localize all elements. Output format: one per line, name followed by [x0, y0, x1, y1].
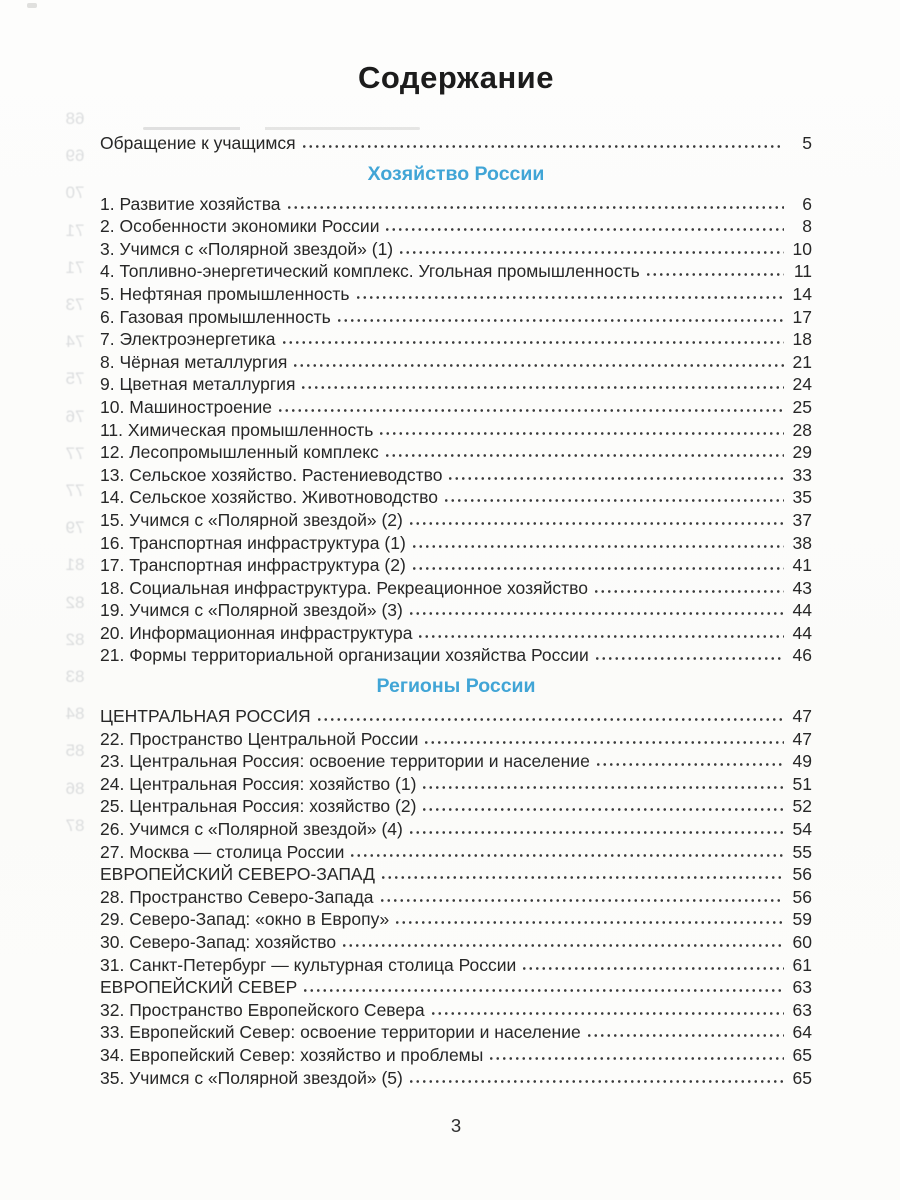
- dot-leader: [380, 875, 784, 880]
- dot-leader: [488, 1056, 784, 1061]
- section-heading-economy: Хозяйство России: [367, 162, 545, 185]
- toc-entry-page: 59: [792, 909, 812, 930]
- toc-row: [100, 954, 812, 977]
- toc-entry-text: 3. Учимся с «Полярной звездой» (1): [100, 238, 394, 259]
- dot-leader: [286, 205, 784, 210]
- dot-leader: [355, 295, 784, 300]
- toc-entry-page: 11: [793, 261, 812, 282]
- bleed-through-number: 76: [65, 406, 85, 426]
- toc-entry-text: 22. Пространство Центральной России: [100, 728, 419, 749]
- toc-entry-text: 8. Чёрная металлургия: [100, 351, 288, 372]
- toc-entry-text: 16. Транспортная инфраструктура (1): [100, 532, 406, 553]
- toc-entry-page: 44: [792, 622, 812, 643]
- bleed-through-number: 82: [65, 629, 85, 649]
- toc-row: [100, 644, 812, 667]
- toc-entry-page: 51: [792, 773, 812, 794]
- dot-leader: [645, 272, 784, 277]
- toc-entry-text: ЦЕНТРАЛЬНАЯ РОССИЯ: [100, 706, 311, 727]
- toc-row: [100, 486, 812, 509]
- toc-entry-text: 30. Северо-Запад: хозяйство: [100, 932, 337, 952]
- toc-entry-page: 5: [802, 133, 812, 153]
- toc-entry-page: 25: [792, 396, 812, 417]
- dot-leader: [421, 785, 784, 790]
- toc-entry-page: 43: [792, 577, 812, 598]
- toc-entry-page: 54: [792, 819, 812, 840]
- bleed-through-number: 81: [65, 555, 85, 575]
- toc-row: [100, 532, 812, 555]
- toc-row: [100, 841, 812, 864]
- toc-row: [100, 351, 812, 374]
- dot-leader: [336, 318, 784, 323]
- dot-leader: [443, 498, 784, 503]
- bleed-through-number: 82: [65, 592, 85, 612]
- toc-entry-text: 34. Европейский Север: хозяйство и проблемы: [100, 1044, 484, 1065]
- dot-leader: [593, 589, 784, 594]
- toc-row: [100, 419, 812, 442]
- dot-leader: [378, 431, 784, 436]
- toc-row: [100, 283, 812, 306]
- toc-row: [100, 132, 812, 155]
- toc-entry-text: 6. Газовая промышленность: [100, 306, 331, 327]
- toc-row: [100, 773, 812, 796]
- toc-row: [100, 577, 812, 600]
- toc-row: [100, 260, 812, 283]
- dot-leader: [349, 853, 784, 858]
- toc-row: [100, 622, 812, 645]
- toc-entry-text: 4. Топливно-энергетический комплекс. Угольная промышленность: [100, 261, 640, 282]
- dot-leader: [379, 898, 784, 903]
- toc-entry-text: 11. Химическая промышленность: [100, 419, 374, 440]
- toc-entry-page: 21: [792, 351, 812, 372]
- toc-entry-text: 1. Развитие хозяйства: [100, 193, 281, 214]
- toc-entry-page: 6: [802, 193, 812, 214]
- toc-content: [100, 0, 812, 1137]
- toc-entry-text: 32. Пространство Европейского Севера: [100, 999, 425, 1020]
- toc-entry-page: 10: [792, 238, 812, 259]
- toc-entry-page: 41: [792, 555, 812, 576]
- dot-leader: [595, 762, 784, 767]
- toc-entry-page: 65: [792, 1044, 812, 1065]
- bleed-through-number: 85: [65, 741, 85, 761]
- toc-row: [100, 795, 812, 818]
- dot-leader: [417, 634, 784, 639]
- toc-row: [100, 999, 812, 1022]
- bleed-through-number: 75: [65, 369, 85, 389]
- dot-leader: [384, 227, 784, 232]
- dot-leader: [394, 920, 784, 925]
- toc-row: [100, 1044, 812, 1067]
- toc-entry-text: Обращение к учащимся: [100, 133, 296, 153]
- toc-entry-text: ЕВРОПЕЙСКИЙ СЕВЕР: [100, 977, 298, 998]
- toc-entry-page: 47: [792, 706, 812, 727]
- bleed-through-number: 79: [65, 518, 85, 538]
- bleed-through-number: 70: [65, 183, 85, 203]
- dot-leader: [300, 385, 784, 390]
- toc-row: [100, 441, 812, 464]
- toc-entry-page: 24: [792, 374, 812, 395]
- toc-entry-text: 18. Социальная инфраструктура. Рекреационное хозяйство: [100, 577, 588, 598]
- toc-entry-text: 10. Машиностроение: [100, 396, 273, 417]
- dot-leader: [408, 521, 784, 526]
- toc-entry-page: 46: [792, 645, 812, 666]
- toc-entry-text: 35. Учимся с «Полярной звездой» (5): [100, 1067, 403, 1088]
- toc-entry-text: 24. Центральная Россия: хозяйство (1): [100, 773, 417, 794]
- bleed-through-number: 87: [65, 815, 85, 835]
- toc-row: [100, 818, 812, 841]
- toc-entry-text: 20. Информационная инфраструктура: [100, 622, 413, 643]
- toc-entry-page: 14: [792, 283, 812, 304]
- toc-entry-page: 65: [792, 1067, 812, 1088]
- toc-entry-page: 38: [792, 532, 812, 553]
- toc-entry-page: 61: [792, 954, 812, 975]
- bleed-through-number: 74: [65, 332, 85, 352]
- toc-entry-text: 21. Формы территориальной организации хозяйства России: [100, 645, 589, 666]
- bleed-through-number: 71: [65, 257, 85, 277]
- toc-row: [100, 306, 812, 329]
- toc-entry-text: 26. Учимся с «Полярной звездой» (4): [100, 819, 403, 840]
- toc-entry-page: 37: [792, 509, 812, 530]
- dot-leader: [341, 943, 784, 948]
- toc-entry-text: 33. Европейский Север: освоение территории и население: [100, 1022, 581, 1043]
- dot-leader: [301, 144, 784, 149]
- dot-leader: [586, 1033, 784, 1038]
- toc-entry-page: 33: [792, 464, 812, 485]
- bleed-through-number: 71: [65, 220, 85, 240]
- scan-speck: [27, 3, 37, 8]
- toc-subheading-row: [100, 976, 812, 999]
- bleed-through-number: 83: [65, 667, 85, 687]
- toc-entry-page: 28: [792, 419, 812, 440]
- toc-entry-page: 63: [792, 999, 812, 1020]
- toc-entry-text: 29. Северо-Запад: «окно в Европу»: [100, 909, 390, 930]
- toc-row: [100, 464, 812, 487]
- toc-entry-page: 29: [792, 442, 812, 463]
- dot-leader: [411, 566, 784, 571]
- bleed-through-number: 84: [65, 704, 85, 724]
- toc-subheading-row: [100, 863, 812, 886]
- toc-entry-text: 28. Пространство Северо-Запада: [100, 886, 374, 907]
- bleed-through-number: 77: [65, 481, 85, 501]
- bleed-through-number: 77: [65, 443, 85, 463]
- bleed-through-numbers: [50, 100, 100, 844]
- dot-leader: [398, 250, 784, 255]
- toc-entry-text: 2. Особенности экономики России: [100, 216, 380, 237]
- dot-leader: [316, 717, 784, 722]
- toc-entry-text: 9. Цветная металлургия: [100, 374, 296, 395]
- toc-entry-text: 7. Электроэнергетика: [100, 329, 276, 350]
- bleed-through-number: 73: [65, 295, 85, 315]
- dot-leader: [384, 453, 784, 458]
- dot-leader: [594, 656, 784, 661]
- bleed-through-number: 68: [65, 109, 85, 128]
- toc-entry-page: 35: [792, 487, 812, 508]
- toc-row: [100, 509, 812, 532]
- section-heading-regions: Регионы России: [376, 675, 536, 698]
- toc-entry-page: 49: [792, 751, 812, 772]
- toc-entry-text: 5. Нефтяная промышленность: [100, 283, 350, 304]
- toc-row: [100, 193, 812, 216]
- toc-row: [100, 1067, 812, 1090]
- toc-entry-page: 55: [792, 841, 812, 862]
- dot-leader: [521, 966, 784, 971]
- toc-row: [100, 215, 812, 238]
- dot-leader: [411, 544, 784, 549]
- bleed-through-number: 86: [65, 778, 85, 798]
- toc-row: [100, 931, 812, 954]
- toc-subheading-row: [100, 705, 812, 728]
- toc-entry-page: 8: [802, 216, 812, 237]
- toc-entry-page: 63: [792, 977, 812, 998]
- toc-entry-page: 60: [792, 932, 812, 952]
- page-number: 3: [450, 1115, 462, 1137]
- bleed-through-number: 69: [65, 146, 85, 166]
- dot-leader: [421, 807, 784, 812]
- toc-row: [100, 396, 812, 419]
- toc-row: [100, 599, 812, 622]
- toc-row: [100, 908, 812, 931]
- toc-row: [100, 750, 812, 773]
- toc-row: [100, 886, 812, 909]
- toc-entry-page: 44: [792, 600, 812, 621]
- toc-entry-page: 56: [792, 864, 812, 885]
- toc-entry-page: 47: [792, 728, 812, 749]
- toc-row: [100, 238, 812, 261]
- toc-entry-text: 12. Лесопромышленный комплекс: [100, 442, 379, 463]
- toc-row: [100, 554, 812, 577]
- page-title: Содержание: [358, 60, 554, 95]
- toc-entry-page: 18: [792, 329, 812, 350]
- toc-entry-text: 19. Учимся с «Полярной звездой» (3): [100, 600, 403, 621]
- dot-leader: [430, 1011, 784, 1016]
- toc-entry-text: ЕВРОПЕЙСКИЙ СЕВЕРО-ЗАПАД: [100, 864, 376, 885]
- toc-entry-page: 52: [792, 796, 812, 817]
- toc-entry-text: 14. Сельское хозяйство. Животноводство: [100, 487, 438, 508]
- dot-leader: [408, 1079, 784, 1084]
- toc-entry-page: 17: [792, 306, 812, 327]
- toc-entry-text: 25. Центральная Россия: хозяйство (2): [100, 796, 417, 817]
- dot-leader: [408, 611, 784, 616]
- toc-entry-page: 64: [792, 1022, 812, 1043]
- dot-leader: [281, 340, 784, 345]
- toc-row: [100, 373, 812, 396]
- dot-leader: [408, 830, 784, 835]
- toc-entry-text: 15. Учимся с «Полярной звездой» (2): [100, 509, 403, 530]
- toc-row: [100, 728, 812, 751]
- toc-row: [100, 328, 812, 351]
- toc-entry-text: 23. Центральная Россия: освоение территории и население: [100, 751, 590, 772]
- dot-leader: [292, 363, 784, 368]
- dot-leader: [277, 408, 784, 413]
- dot-leader: [302, 988, 784, 993]
- toc-entry-text: 17. Транспортная инфраструктура (2): [100, 555, 406, 576]
- toc-entry-text: 31. Санкт-Петербург — культурная столица России: [100, 954, 517, 975]
- toc-row: [100, 1021, 812, 1044]
- toc-entry-text: 27. Москва — столица России: [100, 841, 345, 862]
- dot-leader: [423, 740, 784, 745]
- dot-leader: [447, 476, 784, 481]
- toc-entry-page: 56: [792, 886, 812, 907]
- toc-entry-text: 13. Сельское хозяйство. Растениеводство: [100, 464, 443, 485]
